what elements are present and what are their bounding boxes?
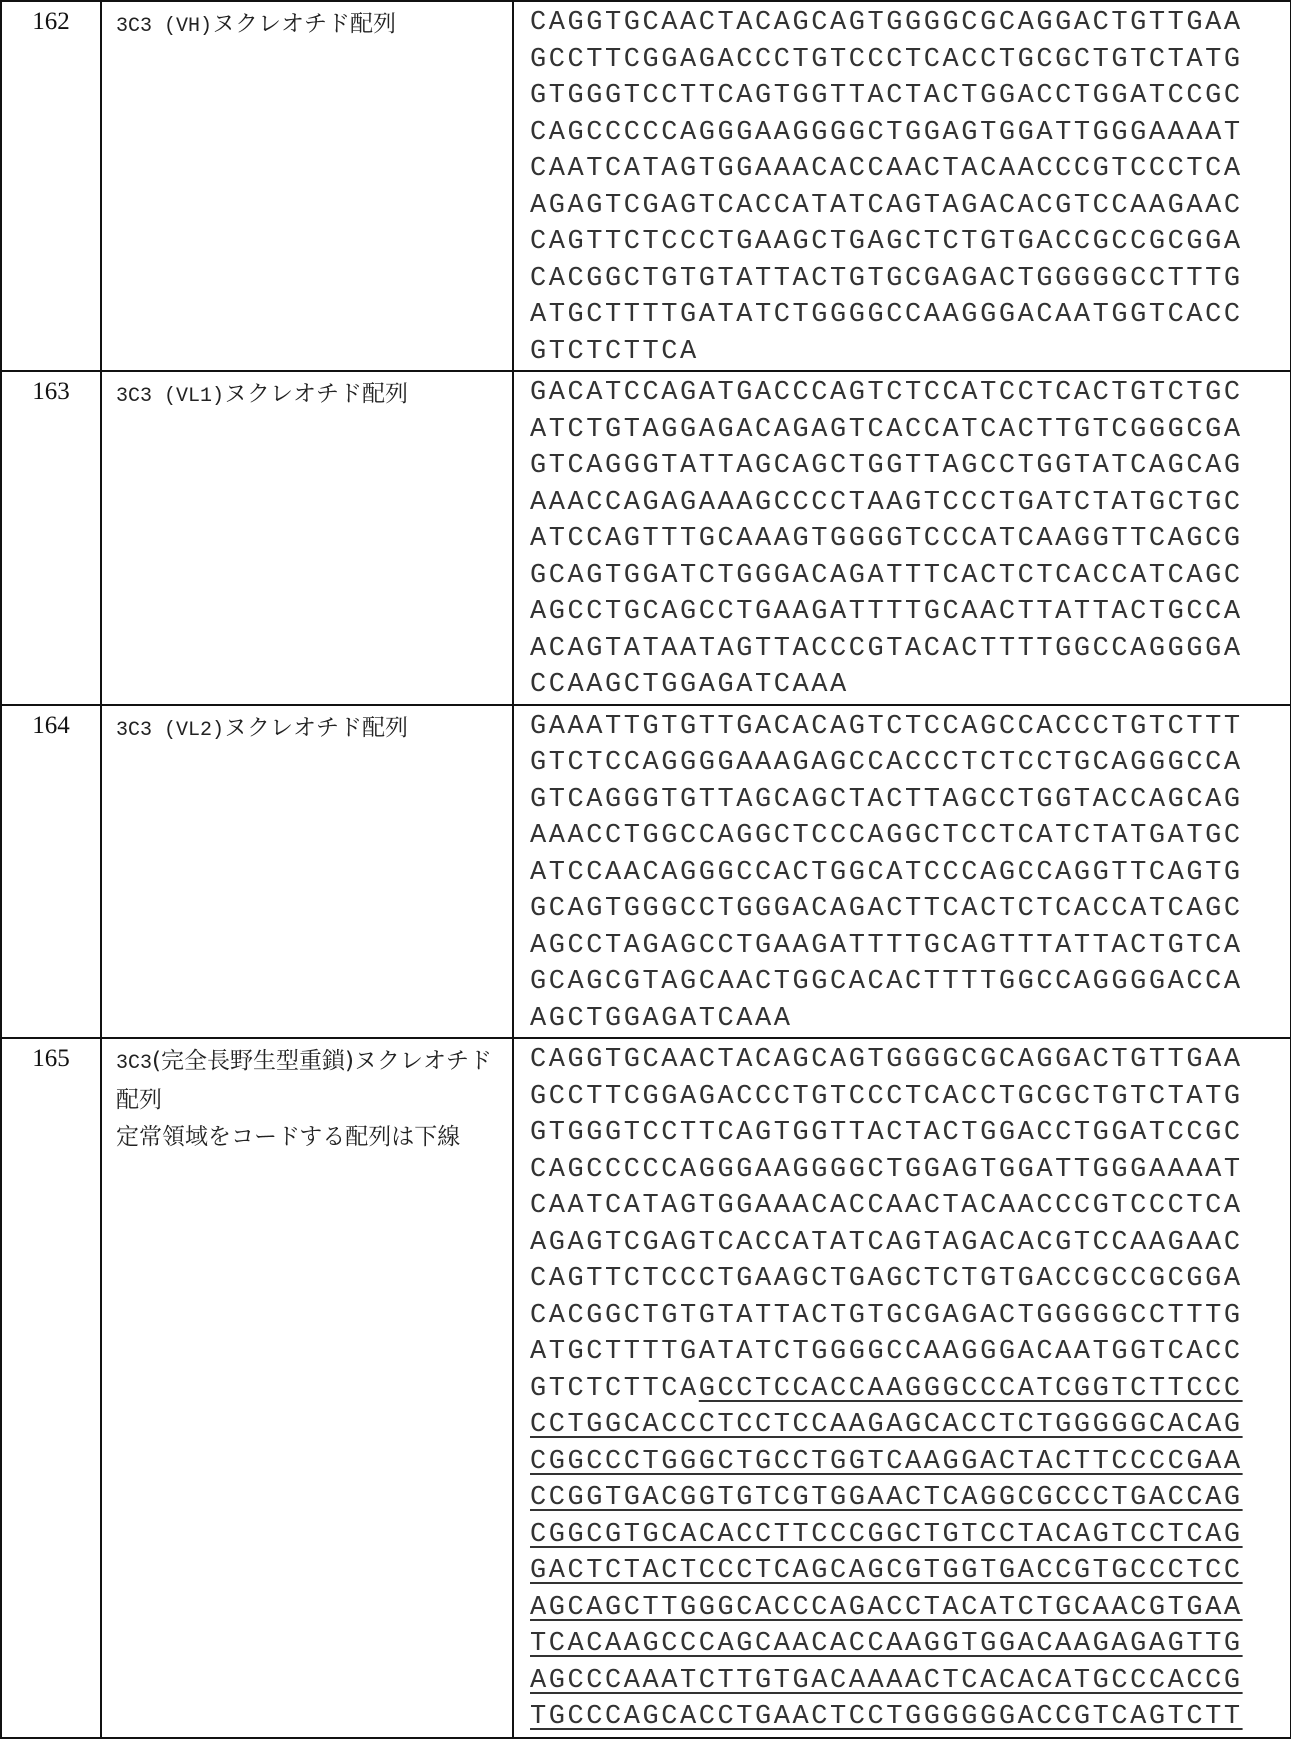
sequence-cell xyxy=(513,1,1291,371)
table-row xyxy=(1,705,1291,1039)
description-text: (完全長野生型重鎖)ヌクレオチド配列 xyxy=(116,1048,492,1113)
sequence-line xyxy=(530,1480,1290,1517)
sequence-variable-part: GTGGGTCCTTCAGTGGTTACTACTGGACCTGGATCCGC xyxy=(530,1118,1243,1148)
sequence-line xyxy=(530,1225,1290,1262)
sequence-line xyxy=(530,1590,1290,1627)
sequence-line: GCAGTGGATCTGGGACAGATTTCACTCTCACCATCAGC xyxy=(530,558,1290,595)
sequence-variable-part: ATGCTTTTGATATCTGGGGCCAAGGGACAATGGTCACC xyxy=(530,1337,1243,1367)
seq-id: 165 xyxy=(32,1045,70,1072)
sequence-cell xyxy=(513,1038,1291,1738)
sequence-line: GCCTTCGGAGACCCTGTCCCTCACCTGCGCTGTCTATG xyxy=(530,42,1290,79)
sequence-constant-region-underlined: AGCAGCTTGGGCACCCAGACCTACATCTGCAACGTGAA xyxy=(530,1593,1243,1623)
sequence-line: GTCAGGGTATTAGCAGCTGGTTAGCCTGGTATCAGCAG xyxy=(530,448,1290,485)
sequence-line: GAAATTGTGTTGACACAGTCTCCAGCCACCCTGTCTTT xyxy=(530,709,1290,746)
sequence-line xyxy=(530,1407,1290,1444)
seq-id-cell xyxy=(1,1,101,371)
sequence-line: CAATCATAGTGGAAACACCAACTACAACCCGTCCCTCA xyxy=(530,151,1290,188)
description-note: 定常領域をコードする配列は下線 xyxy=(116,1119,498,1156)
sequence-constant-region-underlined: GCCTCCACCAAGGGCCCATCGGTCTTCCC xyxy=(699,1374,1243,1404)
sequence-line: AGCCTGCAGCCTGAAGATTTTGCAACTTATTACTGCCA xyxy=(530,594,1290,631)
sequence-line: ACAGTATAATAGTTACCCGTACACTTTTGGCCAGGGGA xyxy=(530,631,1290,668)
sequence-line xyxy=(530,1115,1290,1152)
description-cell xyxy=(101,1,513,371)
sequence-line xyxy=(530,1298,1290,1335)
sequence-variable-part: GTCTCTTCA xyxy=(530,1374,699,1404)
sequence-line: AAACCAGAGAAAGCCCCTAAGTCCCTGATCTATGCTGC xyxy=(530,485,1290,522)
seq-id: 162 xyxy=(32,8,70,35)
sequence-constant-region-underlined: CCGGTGACGGTGTCGTGGAACTCAGGCGCCCTGACCAG xyxy=(530,1483,1243,1513)
sequence-line: GTCTCTTCA xyxy=(530,334,1290,371)
sequence-constant-region-underlined: CGGCCCTGGGCTGCCTGGTCAAGGACTACTTCCCCGAA xyxy=(530,1447,1243,1477)
sequence-constant-region-underlined: CGGCGTGCACACCTTCCCGGCTGTCCTACAGTCCTCAG xyxy=(530,1520,1243,1550)
table-row xyxy=(1,1,1291,371)
sequence-line: AGCCTAGAGCCTGAAGATTTTGCAGTTTATTACTGTCA xyxy=(530,928,1290,965)
sequence-line xyxy=(530,1517,1290,1554)
sequence-line: AGAGTCGAGTCACCATATCAGTAGACACGTCCAAGAAC xyxy=(530,188,1290,225)
sequence-line: CACGGCTGTGTATTACTGTGCGAGACTGGGGGCCTTTG xyxy=(530,261,1290,298)
sequence-constant-region-underlined: CCTGGCACCCTCCTCCAAGAGCACCTCTGGGGGCACAG xyxy=(530,1410,1243,1440)
sequence-variable-part: CAATCATAGTGGAAACACCAACTACAACCCGTCCCTCA xyxy=(530,1191,1243,1221)
description-code: 3C3 (VL2) xyxy=(116,719,224,742)
seq-id-cell xyxy=(1,705,101,1039)
sequence-line: CAGTTCTCCCTGAAGCTGAGCTCTGTGACCGCCGCGGA xyxy=(530,224,1290,261)
sequence-line xyxy=(530,1371,1290,1408)
sequence-line: ATGCTTTTGATATCTGGGGCCAAGGGACAATGGTCACC xyxy=(530,297,1290,334)
seq-id: 164 xyxy=(32,712,70,739)
table-row xyxy=(1,371,1291,705)
sequence-cell xyxy=(513,705,1291,1039)
sequence-line xyxy=(530,1188,1290,1225)
sequence-variable-part: GCCTTCGGAGACCCTGTCCCTCACCTGCGCTGTCTATG xyxy=(530,1082,1243,1112)
sequence-line: GACATCCAGATGACCCAGTCTCCATCCTCACTGTCTGC xyxy=(530,375,1290,412)
sequence-line: GCAGTGGGCCTGGGACAGACTTCACTCTCACCATCAGC xyxy=(530,891,1290,928)
sequence-line: GTCAGGGTGTTAGCAGCTACTTAGCCTGGTACCAGCAG xyxy=(530,782,1290,819)
sequence-variable-part: AGAGTCGAGTCACCATATCAGTAGACACGTCCAAGAAC xyxy=(530,1228,1243,1258)
sequence-line xyxy=(530,1334,1290,1371)
sequence-line xyxy=(530,1261,1290,1298)
description-cell xyxy=(101,705,513,1039)
sequence-variable-part: CAGTTCTCCCTGAAGCTGAGCTCTGTGACCGCCGCGGA xyxy=(530,1264,1243,1294)
sequence-line: ATCCAGTTTGCAAAGTGGGGTCCCATCAAGGTTCAGCG xyxy=(530,521,1290,558)
sequence-constant-region-underlined: GACTCTACTCCCTCAGCAGCGTGGTGACCGTGCCCTCC xyxy=(530,1556,1243,1586)
sequence-line: ATCCAACAGGGCCACTGGCATCCCAGCCAGGTTCAGTG xyxy=(530,855,1290,892)
description-text: ヌクレオチド配列 xyxy=(224,715,408,741)
sequence-variable-part: CAGCCCCCAGGGAAGGGGCTGGAGTGGATTGGGAAAAT xyxy=(530,1155,1243,1185)
seq-id: 163 xyxy=(32,378,70,405)
description-code: 3C3 xyxy=(116,1052,152,1075)
sequence-constant-region-underlined: TGCCCAGCACCTGAACTCCTGGGGGGACCGTCAGTCTT xyxy=(530,1702,1243,1732)
sequence-line: GTCTCCAGGGGAAAGAGCCACCCTCTCCTGCAGGGCCA xyxy=(530,745,1290,782)
sequence-line xyxy=(530,1626,1290,1663)
sequence-line: CAGGTGCAACTACAGCAGTGGGGCGCAGGACTGTTGAA xyxy=(530,5,1290,42)
sequence-line xyxy=(530,1079,1290,1116)
sequence-table xyxy=(0,0,1291,1739)
sequence-line xyxy=(530,1444,1290,1481)
description-text: ヌクレオチド配列 xyxy=(212,11,396,37)
sequence-line xyxy=(530,1553,1290,1590)
sequence-constant-region-underlined: AGCCCAAATCTTGTGACAAAACTCACACATGCCCACCG xyxy=(530,1666,1243,1696)
sequence-line: CAGCCCCCAGGGAAGGGGCTGGAGTGGATTGGGAAAAT xyxy=(530,115,1290,152)
sequence-line: AGCTGGAGATCAAA xyxy=(530,1001,1290,1038)
description-text: ヌクレオチド配列 xyxy=(224,381,408,407)
sequence-line xyxy=(530,1152,1290,1189)
sequence-line: GTGGGTCCTTCAGTGGTTACTACTGGACCTGGATCCGC xyxy=(530,78,1290,115)
sequence-variable-part: CAGGTGCAACTACAGCAGTGGGGCGCAGGACTGTTGAA xyxy=(530,1045,1243,1075)
sequence-constant-region-underlined: TCACAAGCCCAGCAACACCAAGGTGGACAAGAGAGTTG xyxy=(530,1629,1243,1659)
description-code: 3C3 (VL1) xyxy=(116,385,224,408)
sequence-line: GCAGCGTAGCAACTGGCACACTTTTGGCCAGGGGACCA xyxy=(530,964,1290,1001)
sequence-line: AAACCTGGCCAGGCTCCCAGGCTCCTCATCTATGATGC xyxy=(530,818,1290,855)
sequence-line xyxy=(530,1663,1290,1700)
sequence-line: CCAAGCTGGAGATCAAA xyxy=(530,667,1290,704)
description-cell xyxy=(101,371,513,705)
sequence-line xyxy=(530,1699,1290,1736)
sequence-variable-part: CACGGCTGTGTATTACTGTGCGAGACTGGGGGCCTTTG xyxy=(530,1301,1243,1331)
sequence-line: ATCTGTAGGAGACAGAGTCACCATCACTTGTCGGGCGA xyxy=(530,412,1290,449)
description-code: 3C3 (VH) xyxy=(116,15,212,38)
seq-id-cell xyxy=(1,1038,101,1738)
sequence-cell xyxy=(513,371,1291,705)
table-row xyxy=(1,1038,1291,1738)
description-cell xyxy=(101,1038,513,1738)
seq-id-cell xyxy=(1,371,101,705)
sequence-line xyxy=(530,1042,1290,1079)
